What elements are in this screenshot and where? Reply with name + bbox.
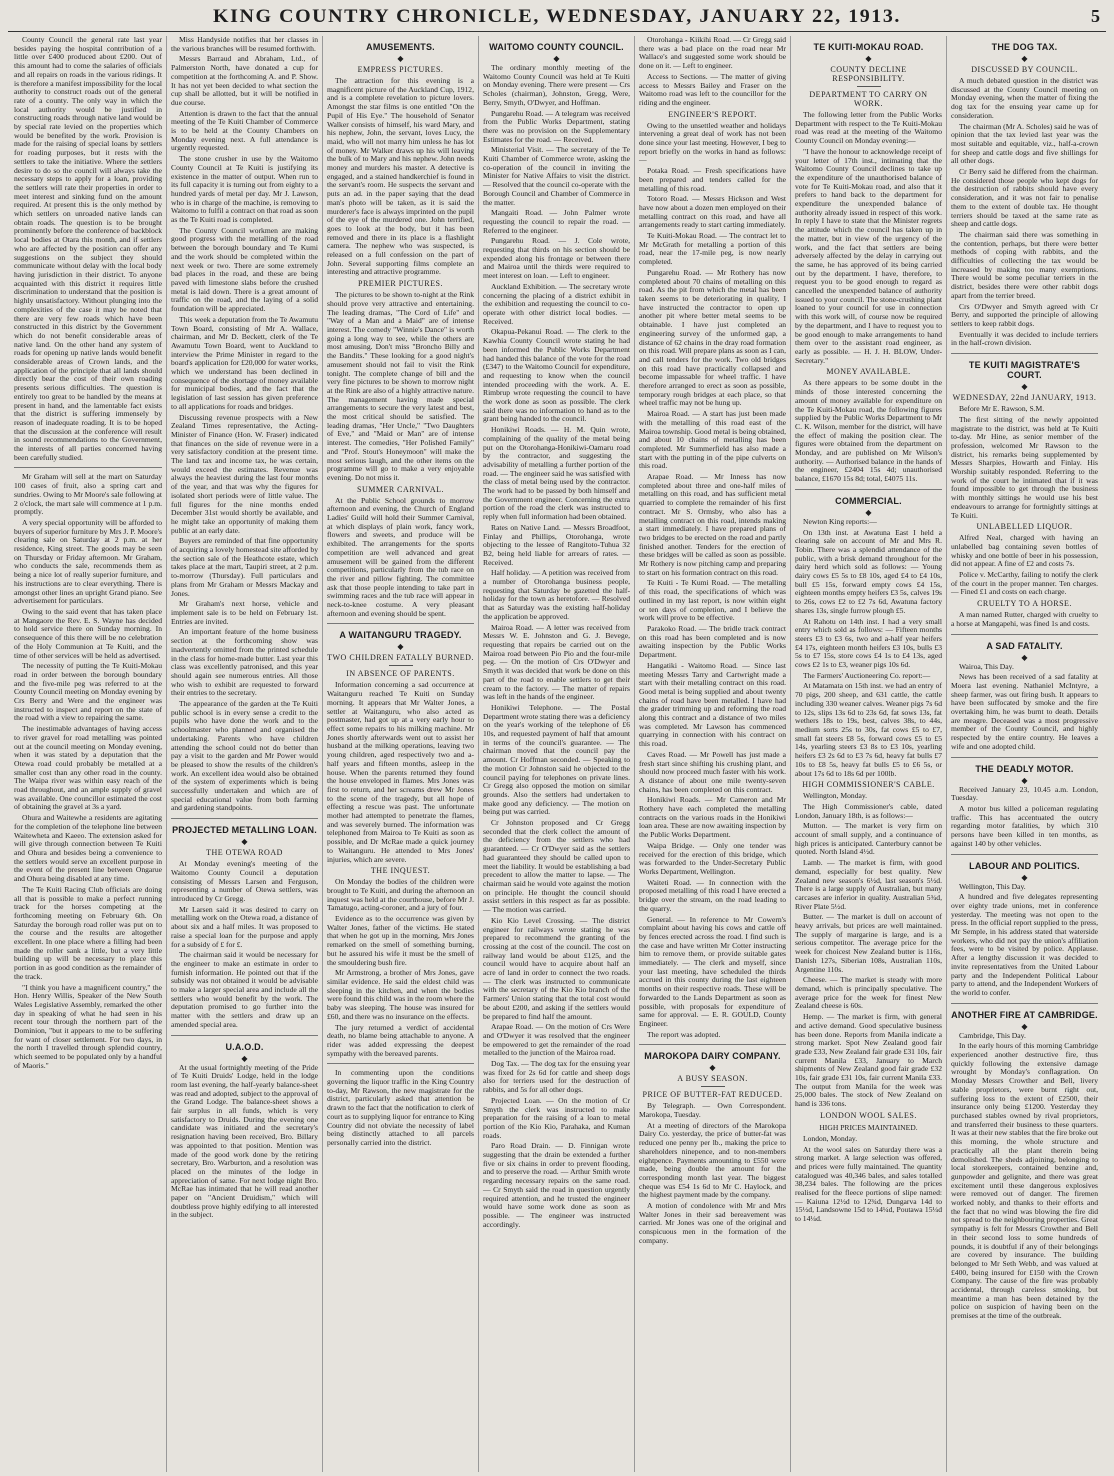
article-paragraph: Eventually it was decided to include terriers in the half-crown division. — [951, 329, 1098, 348]
dateline: Wellington, Monday. — [803, 791, 868, 801]
headline-uaod: U.A.O.D. — [225, 1041, 264, 1052]
article-paragraph: Dog Tax. — The dog tax for the ensuing year was fixed for 2s 6d for cattle and sheep dogs also for terriers used for the destruction of rabbits, and 5s for all other dogs. — [483, 1059, 630, 1095]
divider — [171, 818, 318, 819]
headline-magistrates-court: TE KUITI MAGISTRATE'S COURT. — [968, 360, 1081, 381]
article-paragraph: Hangatiki - Waitomo Road. — Since last meeting Messrs Tarry and Cartwright made a start with their metalling contract on this road. Good metal is being supplied and about twenty chains of road have been metalled. I have had the grader trimming up and reforming the road along this contract and a distance of two miles was completed. Mr Lawson has commenced quarrying in connection with his contract on this road. — [639, 660, 786, 749]
article-paragraph: A man named Rutter, charged with cruelty to a horse at Mangapehi, was fined 1s and costs. — [951, 610, 1098, 628]
headline-labour-politics: LABOUR AND POLITICS. — [969, 860, 1080, 871]
article-paragraph: As there appears to be some doubt in the minds of those interested concerning the amount of money available for expenditure on the Te Kuiti-Mokau road, the following figures supplied by the Public Works Department to Mr C. K. Wilson, member for the district, will have the effect of making the position clear. The figures were obtained from the department on Monday, and are published on Mr Wilson's authority. — Authorised balance in the hands of the engineer, £2404 15s 4d; unauthorised balance, £1670 15s 8d; total, £4075 11s. — [795, 378, 942, 484]
ornament: ◆ — [709, 1063, 716, 1073]
article-paragraph: Miss Handyside notifies that her classes in the various branches will be resumed forthwith. — [171, 36, 318, 53]
article-paragraph: Honikiwi Roads. — H. M. Quin wrote, complaining of the quality of the metal being put on the Otorohanga-Honikiwi-Oamaru road by the contractor, and suggesting the advisability of metalling a further portion of the road. — The engineer said he was satisfied with the class of metal being used by the contractor. The work had to be passed by both himself and the Government engineer. Concerning the extra portion of the road the clerk was instructed to reply when full information had been obtained. — [483, 425, 630, 522]
article-paragraph: Waipa Bridge. — Only one tender was received for the erection of this bridge, which was forwarded to the Under-Secretary Public Works Department, Wellington. — [639, 840, 786, 876]
subheading-court-date: WEDNESDAY, 22nd JANUARY, 1913. — [952, 393, 1097, 403]
divider — [14, 467, 162, 468]
subheading-prices: HIGH PRICES MAINTAINED. — [819, 1122, 918, 1132]
headline-commercial: COMMERCIAL. — [835, 495, 902, 506]
subheading-busy-season: A BUSY SEASON. — [677, 1074, 748, 1084]
article-paragraph: Parakoko Road. — The bridle track contract on this road has been completed and is now awaiting inspection by the Public Works Department. — [639, 624, 786, 660]
article-paragraph: Cr Berry said he differed from the chairman. He considered those people who kept dogs for the destruction of rabbits should have every consideration, and it was not fair to penalise them to the extent of double tax. He thought terriers should be taxed at the same rate as sheep and cattle dogs. — [951, 167, 1098, 229]
ornament: ◆ — [1021, 652, 1028, 662]
subheading-inquest: THE INQUEST. — [370, 866, 431, 876]
article-paragraph: The County Council workmen are making good progress with the metalling of the road between the borough boundary and Te Kumi and the work should be completed within the next week or two. There are some extremely bad places in the road, and these are being paved with limestone slabs before the crushed metal is laid down. There is a great amount of traffic on the road, and the laying of a solid foundation will be appreciated. — [171, 225, 318, 314]
subheading-county-decline: COUNTY DECLINE RESPONSIBILITY. — [830, 65, 907, 83]
article-paragraph: Mairoa Road. — A start has just been made with the metalling of this road east of the Mairoa township. Good metal is being obtained, and about 10 chains of metalling has been completed. Mr Summerfield has also made a start with the putting in of the pipe culverts on this road. — [639, 409, 786, 471]
article-paragraph: "I think you have a magnificent country," the Hon. Henry Willis, Speaker of the New South Wales Legislative Assembly, remarked the other day in speaking of what he had seen in his recent tour through the northern part of the Dominion, "but it appears to me to be suffering for want of closer settlement. For two days, in the north I travelled through splendid country, which seemed to be populated only by a handful of Maoris." — [14, 982, 162, 1070]
subheading-absence: IN ABSENCE OF PARENTS. — [346, 669, 455, 679]
article-paragraph: The appearance of the garden at the Te Kuiti public school is in every sense a credit to the pupils who have done the work and to the schoolmaster who planned and organised the undertaking. Parents who have children attending the school could not do better than pay a visit to the garden and Mr Power would be pleased to show the results of the children's work. An excellent idea would also be obtained of the system of experiments which is being successfully undertaken and which are of special educational value from both farming and gardening standpoints. — [171, 699, 318, 813]
article-paragraph: On 13th inst. at Awatuna East I held a clearing sale on account of Mr and Mrs R. Tobin. There was a splendid attendance of the public, with a brisk demand throughout for the dairy herd which sold as follows: — Young dairy cows £5 5s to £8 10s, aged £4 to £4 10s, bull £5 15s, forward empty cows £4 15s, eighteen months empty heifers £3 5s, calves 19s to 26s, cows £2 to £2 7s 6d, Awatuna factory shares 13s, single furrow plough £5. — [795, 527, 942, 615]
article-paragraph: By Telegraph. — Own Correspondent. Marokopa, Tuesday. — [639, 1101, 786, 1120]
headline-dog-tax: THE DOG TAX. — [991, 42, 1058, 52]
article-paragraph: At Matamata on 15th inst. we had an entry of 70 pigs, 200 sheep, and 631 cattle, the cattle including 330 weaner calves. Weaner pigs 7s 6d to 12s, slips 13s 6d to 23s 6d, fat sows 13s, fat wethers 18s to 19s, best, calves 38s, to 44s, medium sorts 25s to 30s, fat cows £5 to £7, small fat steers £8 5s, forward cows £5 to £5 14s, yearling steers £3 8s to £3 10s, yearling heifers £3 2s 6d to £3 7s 6d, heavy fat bulls £7 10s to £8 5s, heavy fat bulls £5 to £6 5s, or about 17s 6d to 18s 6d per 100lb. — [795, 681, 942, 778]
headline-amusements: AMUSEMENTS. — [366, 42, 435, 52]
subheading-otewa-road: THE OTEWA ROAD — [206, 848, 283, 858]
ornament: ◆ — [241, 1053, 248, 1063]
headline-metalling-loan: PROJECTED METALLING LOAN. — [172, 825, 317, 836]
article-paragraph: A very special opportunity will be afforded to buyers of superior furniture by Mrs J. P. Moore's clearing sale on Saturday at 2 p.m. at her residence, King street. The goods may be seen on Thursday or Friday afternoon. Mr Graham, who conducts the sale, recommends them as being a nice lot of really superior furniture, and his instructions are to clear everything. There is amongst other lines an upright Grand piano. See advertisement for particulars. — [14, 517, 162, 606]
masthead — [0, 6, 1114, 30]
ornament: ◆ — [397, 54, 404, 63]
article-paragraph: The chairman (Mr A. Scholes) said he was of opinion that the tax levied last year was the most suitable and equitable, viz., half-a-crown for sheep and cattle dogs and five shillings for all other dogs. — [951, 121, 1098, 166]
ornament: ◆ — [865, 54, 872, 63]
subheading-discussed: DISCUSSED BY COUNCIL. — [971, 65, 1078, 74]
masthead-rule — [8, 31, 1106, 32]
ornament: ◆ — [1021, 872, 1028, 882]
divider — [171, 1035, 318, 1036]
divider — [951, 353, 1098, 354]
article-paragraph: Honikiwi Telephone. — The Postal Department wrote stating there was a deficiency on the year's working of the telephone of £6 10s, and requested payment of half that amount in terms of the council's guarantee. — The chairman moved that the council pay the amount. Cr Hoffman seconded. — Speaking to the motion Cr Johnston said he objected to the council paying for telephones on private lines. Cr Gregg also opposed the motion on similar grounds. Also the settlers had undertaken to make good any deficiency. — The motion on being put was carried. — [483, 702, 630, 817]
article-paragraph: Mr Armstrong, a brother of Mrs Jones, gave similar evidence. He said the eldest child was sleeping in the kitchen, and when the bodies were found this child was in the room where the baby was sleeping. The house was insured for £60, and there was no insurance on the effects. — [327, 968, 474, 1021]
article-paragraph: A motion of condolence with Mr and Mrs Walter Jones in their sad bereavement was carried. Mr Jones was one of the original and conspicuous men in the formation of the company. — [639, 1201, 786, 1245]
article-paragraph: Projected Loan. — On the motion of Cr Smyth the clerk was instructed to make preparation for the raising of a loan to metal portion of the Kio Kio, Parahaka, and Kuman roads. — [483, 1095, 630, 1140]
headline-deadly-motor: THE DEADLY MOTOR. — [975, 763, 1074, 774]
article-paragraph: In commenting upon the conditions governing the liquor traffic in the King Country to-day, Mr Rawson, the new magistrate for the district, particularly asked that attention be drawn to the fact that the notification to clerk of court as to supplying liquor for entrance to King Country did not obviate the necessity of label being distinctly attached to all parcels personally carried into the district. — [327, 1068, 474, 1147]
headline-marokopa-dairy: MAROKOPA DAIRY COMPANY. — [644, 1051, 781, 1062]
article-paragraph: In the early hours of this morning Cambridge experienced another destructive fire, thus quickly following the extensive damage wrought by Monday's conflagration. On Monday Messrs Crowther and Bell, livery stable proprietors, were burnt right out, suffering loss to the extent of £2500, their insurance only being £1200. Yesterday they purchased stables owned by rival proprietors, and transferred their business to these quarters. It was at their new stables that the fire broke out this morning, the whole structure and practically all the plant therein being demolished. The sheds adjoining, belonging to local storekeepers, contained benzine and, gunpowder and gelignite, and there was great excitement until these dangerous explosives were removed out of danger. The firemen worked nobly, and thanks to their efforts and the fact that no wind was blowing the fire did not spread to the neighbouring properties. Great sympathy is felt for Messrs Crowther and Bell in their second loss to some hundreds of pounds, it is doubtful if any of their belongings are covered by insurance. The building belonged to Mr Seth Webb, and was valued at £400, being insured for £150 with the Crown Company. The cause of the fire was probably accidental, through careless smoking, but meantime a man has been detained by the police on suspicion of having been on the premises at the time of the outbreak. — [951, 1041, 1098, 1321]
article-paragraph: Discussing revenue prospects with a New Zealand Times representative, the Acting-Minister of Finance (Hon. W. Fraser) indicated that finances on the side of revenue were in a very satisfactory condition at the present time. The land tax and income tax, he was certain, would exceed the estimates. Revenue was always the heaviest during the last four months of the year, and that was why the figures for isolated short periods were of little value. The full figures for the nine months ended December 31st would shortly be available, and he might take an opportunity of making them public at an early date. — [171, 412, 318, 535]
article-paragraph: Auckland Exhibition. — The secretary wrote concerning the placing of a district exhibit in the exhibition and requesting the council to co-operate with other district local bodies. — Received. — [483, 281, 630, 326]
column-1 — [10, 36, 166, 1472]
article-paragraph: News has been received of a sad fatality at Moera last evening. Nathaniel McIntyre, a sheep farmer, was out firing bush. It appears to have been suffocated by smoke and the fire overtaking him, he was burnt to death. Details are meagre. Deceased was a most progressive member of the County Council, and highly respected by the entire country. He leaves a wife and one adopted child. — [951, 672, 1098, 751]
column-4 — [478, 36, 634, 1472]
article-paragraph: Crs O'Dwyer and Smyth agreed with Cr Berry, and supported the principle of allowing settlers to keep rabbit dogs. — [951, 301, 1098, 328]
dateline: Received January 23, 10.45 a.m. London, Tuesday. — [951, 784, 1098, 803]
article-paragraph: Cr Johnston proposed and Cr Gregg seconded that the clerk collect the amount of the deficiency from the settlers who had guaranteed. — Cr O'Dwyer said as the settlers had guaranteed they should be called upon to meet the liability. It would be establishing a bad precedent to allow the matter to lapse. — The chairman said he would vote against the motion on principle. He thought the council should assist settlers in this respect as far as possible. — The motion was carried. — [483, 818, 630, 915]
article-paragraph: A much debated question in the district was discussed at the County Council meeting on Monday evening, when the matter of fixing the dog tax for the ensuing year came up for consideration. — [951, 76, 1098, 120]
article-paragraph: The first sitting of the newly appointed magistrate to the district, was held at Te Kuiti to-day. Mr Hine, as senior member of the profession, welcomed Mr Rawson to the district, his remarks being supplemented by Messrs Sharpies, Howarth and Finlay. His Worship suitably responded. Referring to the work of the court he intimated that if it was found impossible to get through the business with monthly sittings he would use his best endeavours to arrange for fortnightly sittings at Te Kuiti. — [951, 414, 1098, 520]
article-paragraph: The chairman said there was something in the contention, perhaps, but there were better methods of coping with rabbits, and the difficulties of collecting the tax would be increased by making too many exemptions. There would be some peculiar terriers in the district, besides there were other rabbit dogs apart from the terrier breed. — [951, 229, 1098, 300]
subheading-cruelty: CRUELTY TO A HORSE. — [977, 599, 1072, 609]
article-paragraph: Mr Graham's next horse, vehicle and implement sale is to be held on February 1st. Entries are invited. — [171, 599, 318, 626]
headline-sad-fatality: A SAD FATALITY. — [986, 640, 1063, 651]
divider — [795, 489, 942, 490]
article-paragraph: At Rahotu on 14th inst. I had a very small entry which sold as follows: — Fifteen months steers £3 to £3 6s, two and a-half year heifers £4 17s, eighteen month heifers £3 10s, bulls £3 5s to £7 15s, store cows £4 1s to £4 13s, aged cows £2 1s to £3, weaner pigs 10s 6d. — [795, 616, 942, 670]
article-paragraph: The ordinary monthly meeting of the Waitomo County Council was held at Te Kuiti on Monday evening. There were present — Crs Scholes (chairman), Johnston, Gregg, Were, Berry, Smyth, O'Dwyer, and Hoffman. — [483, 63, 630, 107]
article-paragraph: Potaka Road. — Fresh specifications have been prepared and tenders called for the metalling of this road. — [639, 166, 786, 193]
article-paragraph: Half holiday. — A petition was received from a number of Otorohanga business people, requesting that Saturday be gazetted the half-holiday for the town as heretofore. — Resolved that as Saturday was the existing half-holiday the application be approved. — [483, 568, 630, 621]
headline-tragedy: A WAITANGURU TRAGEDY. — [339, 630, 462, 641]
article-paragraph: Police v. McCarthy, failing to notify the clerk of the court in the proper manner. Ten charges. — Fined £1 and costs on each charge. — [951, 570, 1098, 597]
article-paragraph: The pictures to be shown to-night at the Rink should prove very attractive and entertaining. The leading dramas, "The Cord of Life" and "Way of a Man and a Maid" are of intense interest. The comedy "Winnie's Dance" is worth going a long way to see, while the others are most amusing. Don't miss "Broncho Billy and the Bandits." These looking for a good night's amusement should not fail to visit the Rink tonight. The complete change of bill and the very fine pictures to be shown to morrow night at the Rink are also of a highly attractive nature. The management having made special arrangements to secure the very latest and best, the most critical should be satisfied. The leading dramas, "Her Uncle," "Two Daughters of Eve," and "Maid or Man" are of intense interest. The comedies, "Her Polished Family" and "Prof. Stout's Honeymoon" will make the most serious laugh, and the other items on the programme will go to make a very enjoyable evening. Do not miss it. — [327, 290, 474, 482]
subheading-carnival: SUMMER CARNIVAL. — [357, 484, 444, 494]
article-paragraph: Okapua-Pekanui Road. — The clerk to the Kawhia County Council wrote stating he had been informed the Public Works Department had handed this balance of the vote for the road (£347) to the Waitomo Council for expenditure, and requesting to know when the council intended proceeding with the work. A. E. Rimbrup wrote requesting the council to have the work done as soon as possible. The clerk said there was no information to hand as to the grant being handed to the council. — [483, 327, 630, 424]
ornament: ◆ — [241, 837, 248, 847]
article-paragraph: Attention is drawn to the fact that the annual meeting of the Te Kuiti Chamber of Commerce is to be held at the County Chambers on Monday evening next. A full attendance is urgently requested. — [171, 108, 318, 153]
divider — [951, 1003, 1098, 1004]
ornament: ◆ — [1021, 54, 1028, 63]
article-paragraph: At Monday evening's meeting of the Waitomo County Council a deputation consisting of Messrs Larsen and Ferguson, representing a number of Otewa settlers, was introduced by Cr Gregg. — [171, 859, 318, 903]
masthead-title: KING COUNTRY CHRONICLE, WEDNESDAY, JANUARY 22, 1913. — [213, 6, 901, 27]
article-paragraph: Kio Kio Level Crossing. — The district engineer for railways wrote stating he was prepared to recommend the granting of the crossing at the cost of the council. The cost on railway land would be about £125, and the council would have to acquire about half an acre of land in order to connect the two roads. — The clerk was instructed to communicate with the secretary of the Kio Kio branch of the Farmers' Union stating that the total cost would be about £200, and asking if the settlers would be prepared to find half the amount. — [483, 915, 630, 1021]
article-paragraph: The following letter from the Public Works Department with respect to the Te Kuiti-Mokau road was read at the meeting of the Waitomo County Council on Monday evening:— — [795, 110, 942, 146]
headline-cambridge-fire: ANOTHER FIRE AT CAMBRIDGE. — [951, 1009, 1098, 1020]
ornament: ◆ — [1021, 382, 1028, 392]
column-6 — [790, 36, 946, 1472]
subheading-empress: EMPRESS PICTURES. — [357, 65, 444, 74]
article-paragraph: A motor bus killed a policeman regulating traffic. This has accentuated the outcry regarding motor fatalities, by which 310 persons have been killed in ten months, as against 140 by other vehicles. — [951, 804, 1098, 848]
article-paragraph: Ohura and Waitewhe a residents are agitating for the completion of the telephone line between Waitewheta and Kaeeo. The extension asked for will give through connection between Te Kuiti and Ohura and besides being a convenience to the settlers would serve an excellent purpose in the event of the present line between Ongarue and Ohura being disabled at any time. — [14, 813, 162, 884]
article-paragraph: County Council the general rate last year besides paying the hospital contribution of a little over £400 produced about £200. Out of this amount had to come the salaries of officials and all repairs on roads in the various ridings. It is therefore a manifest impossibility for the local authority to construct roads out of the general rate of a county. The only way in which the local authority would be justified in constructing roads through native land would be by special rate levied on the properties which would be benefited by the work. Provision is made for the raising of special loans by settlers for roading purposes, but it rests with the settlers to take the initiative. Where the settlers desire to do so the council will always take the necessary steps to apply for a loan, providing the settlers will rate their properties in order to meet interest and sinking fund on the amount required. At present this is the only method by which settlers on unroaded native lands can obtain roads. The question is to be brought prominently before the conference of backblock local bodies at Otara this month, and if settlers who are affected by the position can offer any suggestions on the subject they should communicate without delay with the local body having jurisdiction in their district. To anyone acquainted with this district it requires little discrimination to understand that the position is highly unsatisfactory. Without plunging into the complexities of the case it may be noted that there are very few roads which have been constructed in this district by the Government which do not benefit considerable areas of native land. On the other hand any system of roads for opening up native lands would benefit considerable areas of Crown lands, and the application of the principle that all lands should directly bear the cost of their own roading presents serious difficulties. The question is entirely too great to be handled by the means at present in hand, and the lamentable fact exists that the district is suffering immensely by reason of inadequate roading. It is to be hoped that the discussion at the conference will result in sound recommendations to the Government, the interests of all parties concerned having been carefully studied. — [14, 36, 162, 462]
article-paragraph: Hemp. — The market is firm, with general and active demand. Good speculative business has been done. Reports from Manila indicate a strong market. Spot New Zealand good fair grade £33, New Zealand fair grade £31 10s, fair current Manila £33, January to March shipments of New Zealand good fair grade £32 10s, fair grade £31 10s, fair current Manila £33. The output from Manila for the week was 25,000 bales. The stock of New Zealand on hand is 336 tons. — [795, 1012, 942, 1109]
headline-mokau-road: TE KUITI-MOKAU ROAD. — [813, 42, 924, 52]
column-5 — [634, 36, 790, 1472]
column-2 — [166, 36, 322, 1472]
headline-waitomo-council: WAITOMO COUNTY COUNCIL. — [489, 42, 624, 52]
subheading-money: MONEY AVAILABLE. — [826, 367, 911, 377]
article-paragraph: Messrs Barraud and Abraham, Ltd., of Palmerston North, have donated a cup for competition at the forthcoming A. and P. Show. It has not yet been decided to what section the cup shall be allotted, but it will be notified in due course. — [171, 54, 318, 107]
article-paragraph: General. — In reference to Mr Cowern's complaint about having his cows and cattle off by fences erected across the road. I find such is the case and have written Mr Cotter instructing him to remove them, or provide suitable gates immediately. — The clerk and myself, since your last meeting, have scheduled the thirds accrued in this county during the last eighteen months on their respective roads. These will be forwarded to the Lands Department as soon as possible, with proposals for expenditure of same for approval. — E. R. GOULD, County Engineer. — [639, 914, 786, 1028]
article-paragraph: Access to Sections. — The matter of giving access to Messrs Bailey and Fraser on the Waitomo road was left to the councillor for the riding and the engineer. — [639, 71, 786, 107]
divider — [857, 86, 881, 87]
article-paragraph: Honikiwi Roads. — Mr Cameron and Mr Rothery have each completed the metalling contracts on the various roads in the Honikiwi loan area. These are now awaiting inspection by the Public Works Department. — [639, 795, 786, 840]
subheading-children: TWO CHILDREN FATALLY BURNED. — [327, 653, 474, 663]
article-paragraph: On Monday the bodies of the children were brought to Te Kuiti, and during the afternoon an inquest was held at the courthouse, before Mr J. Tamatugo, acting-coroner, and a jury of four. — [327, 877, 474, 913]
article-paragraph: Information concerning a sad occurrence at Waitanguru reached Te Kuiti on Sunday morning. It appears that Mr Walter Jones, a settler at Waitanguru, who also acted as postmaster, had got up at a very early hour to effect some repairs to his milking machine. Mr Jones shortly afterwards went out to assist her husband at the milking operations, leaving two young children, aged respectively two and a-half years and fifteen months, asleep in the house. When the parents returned they found the house enveloped in flames. Mrs Jones was first to return, and her screams drew Mr Jones to the scene of the tragedy, but all hope of effecting a rescue was past. The unfortunate mother had attempted to penetrate the flames, and was severely burned. The information was telephoned from Mairoa to Te Kuiti as soon as possible, and Dr McRae made a quick journey to Waitanguru. He attended to Mrs Jones' injuries, which are severe. — [327, 680, 474, 864]
ornament: ◆ — [553, 54, 560, 63]
subheading-engineers-report: ENGINEER'S REPORT. — [668, 109, 757, 119]
article-paragraph: Arapae Road. — On the motion of Crs Were and O'Dwyer it was resolved that the engineer be empowered to get the remainder of the road metalled to the junction of the Mairoa road. — [483, 1022, 630, 1058]
article-paragraph: Alfred Neal, charged with having an unlabelled bag containing seven bottles of whisky and one bottle of beer in his possession, did not appear. A fine of £2 and costs 7s. — [951, 533, 1098, 569]
page-number: 5 — [1091, 6, 1100, 26]
article-paragraph: Te Kuiti - Te Kumi Road. — The metalling of this road, the specifications of which was outlined in my last report, is now within eight or ten days of completion, and I believe the work will prove to be effective. — [639, 578, 786, 623]
article-paragraph: Mangaiti Road. — John Palmer wrote requesting the council to repair the road. — Referred to the engineer. — [483, 208, 630, 235]
article-paragraph: Pungarehu Road. — A telegram was received from the Public Works Department, stating there was no provision on the Supplementary Estimates for the road. — Received. — [483, 108, 630, 144]
subheading-liquor: UNLABELLED LIQUOR. — [976, 522, 1073, 532]
article-paragraph: The Te Kuiti Racing Club officials are doing all that is possible to make a perfect running track for the horses competing at the forthcoming meeting on February 6th. On Saturday the borough road roller was put on to the course and the results are altogether excellent. In one place where a filling had been made the roller sank a little, but a very little building up will be necessary to place this portion in as good condition as the remainder of the track. — [14, 884, 162, 981]
ornament: ◆ — [397, 642, 404, 652]
article-paragraph: Before Mr E. Rawson, S.M. — [959, 404, 1045, 414]
ornament: ◆ — [1021, 1021, 1028, 1031]
article-paragraph: Rates on Native Land. — Messrs Broadfoot, Finlay and Phillips, Otorohanga, wrote objecting to the lessee of Rangitoto-Tuhua 32 B2, being held liable for arrears of rates. — Received. — [483, 522, 630, 567]
article-paragraph: Mutton. — The market is very firm on account of small supply, and a continuance of high prices is anticipated. Canterbury cannot be quoted. North Island 4½d. — [795, 821, 942, 857]
column-7 — [946, 36, 1102, 1472]
article-paragraph: Butter. — The market is dull on account of heavy arrivals, but prices are well maintained. The supply of margarine is large, and is a serious competitor. The average price for the week for choicest New Zealand butter is 116s, Danish 127s, Siberian 108s, Australian 110s, Argentine 110s. — [795, 912, 942, 974]
ornament: ◆ — [1021, 775, 1028, 785]
article-paragraph: An important feature of the home business section at the forthcoming show was inadvertently omitted from the printed schedule in the class for home-made butter. Last year this class was excellently patronised, and this year should again see numerous entries. All those who wish to exhibit are requested to forward their entries to the secretary. — [171, 627, 318, 698]
dateline: Cambridge, This Day. — [959, 1030, 1026, 1040]
article-paragraph: The report was adopted. — [647, 1029, 721, 1039]
divider — [701, 1086, 725, 1087]
article-paragraph: Ministerial Visit. — The secretary of the Te Kuiti Chamber of Commerce wrote, asking the co-operation of the council in inviting the Minister for Native Affairs to visit the district. — Resolved that the council co-operate with the Borough Council and Chamber of Commerce in the matter. — [483, 145, 630, 207]
article-paragraph: Otorohanga - Kiikihi Road. — Cr Gregg said there was a bad place on the road near Mr Wallace's and suggested some work should be done on it. — Left to engineer. — [639, 36, 786, 71]
dateline: Wellington, This Day. — [959, 881, 1026, 891]
article-paragraph: This week a deputation from the Te Awamutu Town Board, consisting of Mr A. Wallace, chairman, and Mr D. Beckett, clerk of the Te Awamutu Town Board, went to Auckland to interview the Prime Minister in regard to the board's application for £20,000 for water works, which we understand has been declined in consequence of the shortage of money available for municipal bodies, and the fact that the legislation of last session has given preference to all applications for roads and bridges. — [171, 314, 318, 411]
article-paragraph: At the wool sales on Saturday there was a strong market. A large selection was offered, and prices were fully maintained. The quantity catalogued was 40,346 bales, and sales totalled 38,234 bales. The following are the prices realised for the fleece portions of slipe named: — Kaiuna 12½d to 12¾d, Dungarva 14d to 15½d, Landsowne 15d to 14¼d, Poutawa 15¼d to 14¼d. — [795, 1144, 942, 1224]
subheading-cable: HIGH COMMISSIONER'S CABLE. — [802, 780, 935, 790]
article-paragraph: Caves Road. — Mr Powell has just made a fresh start since shifting his crushing plant, and should now proceed much faster with his work. A distance of about one mile twenty-seven chains, has been completed on this contract. — [639, 749, 786, 794]
article-paragraph: Evidence as to the occurrence was given by Walter Jones, father of the victims. He stated that when he got up in the morning, Mrs Jones remarked on the smell of something burning, but he assured his wife it must be the smell of the smouldering bush fire. — [327, 914, 474, 967]
article-paragraph: At a meeting of directors of the Marokopa Dairy Co. yesterday, the price of butter-fat was reduced one penny per lb., making the price to shareholders ninepence, and to non-members eightpence. Payments amounting to £550 were made, being double the amount for the corresponding month last year. The biggest cheque was £54 1s 6d to Mr C. Haylock, and the highest payment made by the company. — [639, 1120, 786, 1200]
article-paragraph: A hundred and five delegates representing over eighty trade unions, met in conference yesterday. The meeting was not open to the press. In the official report supplied to the press, Mr Semple, in his address stated that waterside workers, who did not pay the union's affiliation fees, were to be visited by police. Applause. After a lengthy discussion it was decided to invite representatives from the United Labour party and the Independent Political Labour party to attend, and the Independent Workers of the world to confer. — [951, 892, 1098, 997]
article-paragraph: At the usual fortnightly meeting of the Pride of Te Kuiti Druids' Lodge, held in the lodge room last evening, the half-yearly balance-sheet was read and adopted, subject to the approval of the Grand Lodge. The balance-sheet shows a fair surplus in all funds, which is very satisfactory to Druids. During the evening one candidate was initiated and the secretary's resignation having been received, Bro. Billary was appointed to that position. Mention was made of the good work done by the retiring secretary, Bro. Warburton, and a resolution was placed on the minutes of the lodge in appreciation of same. For next lodge night Bro. McRae has intimated that he will read another paper on "Ancient Druidism," which will doubtless prove highly edifying to all interested in the subject. — [171, 1062, 318, 1220]
article-paragraph: Paro Road Drain. — D. Finnigan wrote suggesting that the drain be extended a further five or six chains in order to prevent flooding, and to preserve the road. — Arthur Smith wrote regarding necessary repairs on the same road. — Cr Smyth said the road in question urgently required attention, and he trusted the engineer would have some work done as soon as possible. — The engineer was instructed accordingly. — [483, 1141, 630, 1229]
article-paragraph: Mr Larsen said it was desired to carry on metalling work on the Otewa road, a distance of about six and a half miles. It was proposed to raise a special loan for the purpose and apply for a subsidy of £ for £. — [171, 904, 318, 949]
divider — [951, 854, 1098, 855]
article-paragraph: Te Kuiti-Mokau Road. — The contract let to Mr McGrath for metalling a portion of this road, near the 17-mile peg, is now nearly completed. — [639, 231, 786, 267]
ornament: ◆ — [865, 507, 872, 517]
dateline: Wairoa, This Day. — [959, 661, 1014, 671]
article-paragraph: The stone crusher in use by the Waitomo County Council at Te Kuiti is justifying its existence in the matter of output. When run to its full capacity it is turning out from eighty to a hundred yards of metal per day. Mr J. Lawson, who is in charge of the machine, is removing to Waitomo to fulfil a contract on that road as soon as the Te Kuiti road is completed. — [171, 154, 318, 225]
divider — [951, 757, 1098, 758]
divider — [327, 623, 474, 624]
article-paragraph: The inestimable advantages of having access to river gravel for road metalling was pointed out at the council meeting on Monday evening, when it was stated by a deputation that the Otewa road could probably be metalled at a smaller cost than any other road in the county. The Waipa river was within easy reach of the road throughout, and an ample supply of gravel was available. One councillor estimated the cost of obtaining the gravel at 3s a yard. — [14, 724, 162, 812]
article-paragraph: Mairoa Road. — A letter was received from Messrs W. E. Johnston and G. J. Bevege, requesting that repairs be carried out on the Mairoa road between Pio Pio and the four-mile peg. — On the motion of Crs O'Dwyer and Smyth it was decided that work be done on this part of the road to enable settlers to get their cream to the factory. — The matter of repairs was left in the hands of the engineer. — [483, 622, 630, 702]
article-paragraph: The Farmers' Auctioneering Co. report:— — [803, 670, 931, 680]
columns — [10, 36, 1104, 1472]
divider — [389, 665, 413, 666]
article-paragraph: Pungarehu Road. — J. Cole wrote, requesting that thirds on his section should be expended along his frontage or between there and Mairoa until the thirds were required to meet interest on loan. — Left to engineer. — [483, 236, 630, 281]
divider — [639, 1044, 786, 1045]
divider — [327, 1063, 474, 1064]
article-paragraph: The necessity of putting the Te Kuiti-Mokau road in order between the borough boundary and the five-mile peg was referred to at the County Council meeting on Monday evening by Crs Berry and Were and the engineer was instructed to inspect and report on the state of the road with a view to repairing the same. — [14, 661, 162, 723]
article-paragraph: Cheese. — The market is steady with more demand, which is principally speculative. The average price for the week for finest New Zealand cheese is 60s. — [795, 975, 942, 1011]
subheading-premier: PREMIER PICTURES. — [358, 279, 443, 289]
article-paragraph: The chairman said it would be necessary for the engineer to make an estimate in order to furnish information. He pointed out that if the subsidy was not obtained it would be advisable to make a larger special area and include all the settlers who would benefit by the work. The deputation promised to go further into the matter with the settlers and draw up an amended special area. — [171, 950, 318, 1029]
article-paragraph: Buyers are reminded of that fine opportunity of acquiring a lovely homestead site afforded by the section sale of the Heathcote estate, which takes place at the mart, Taupiri street, at 2 p.m. to-morrow (Thursday). Full particulars and plans from Mr Graham or Messrs Mackay and Jones. — [171, 536, 318, 598]
article-paragraph: At the Public School grounds to morrow afternoon and evening, the Church of England Ladies' Guild will hold their Summer Carnival, at which displays of plain work, fancy work, flowers and sweets, and produce will be exhibited. The arrangements for the sports competition are well advanced and great amusement will be gained from the different competitions, particularly from the tub race on the river and pillow fighting. The committee ask that those people intending to take part in swimming races and the tub race will appear in neck-to-knee costume. A very pleasant afternoon and evening should be spent. — [327, 495, 474, 618]
article-paragraph: Newton King reports:— — [803, 516, 877, 526]
article-paragraph: The High Commissioner's cable, dated London, January 18th, is as follows:— — [795, 801, 942, 820]
article-paragraph: Pungarehu Road. — Mr Rothery has now completed about 70 chains of metalling on this road. As the pit from which the metal has been taken seems to be deteriorating in quality, I have instructed the contractor to open up another pit where better metal seems to be obtainable. I have just completed an engineering survey of the unformed gap, a distance of 62 chains in the dray road formation on this road. Will prepare plans as soon as I can, and call tenders for the work. Two old bridges on this road have practically collapsed and become impassable for wheel traffic. I have therefore arranged to erect as soon as possible, temporary rough bridges at each place, so that wheel traffic may not be hung up. — [639, 267, 786, 408]
article-paragraph: Lamb. — The market is firm, with good demand, especially for best quality. New Zealand new season's 6½d, last season's 5½d. There is a large supply of Australian, but many carcases are inferior in quality. Australian 5¾d, River Plate 5½d. — [795, 858, 942, 911]
article-paragraph: The jury returned a verdict of accidental death, no blame being attachable to anyone. A rider was added expressing the deepest sympathy with the bereaved parents. — [327, 1022, 474, 1058]
subheading-wool: LONDON WOOL SALES. — [820, 1110, 917, 1120]
subheading-department: DEPARTMENT TO CARRY ON WORK. — [809, 90, 928, 108]
subheading-butterfat: PRICE OF BUTTER-FAT REDUCED. — [642, 1090, 783, 1100]
column-3 — [322, 36, 478, 1472]
article-paragraph: "I have the honour to acknowledge receipt of your letter of 17th inst., intimating that the Waitomo County Council declines to take up the expenditure of the unauthorised balance of vote for Te Kuiti-Mokau road, and also that it prefers to hand back to the department for expenditure the unexpended balance of authority already issued in respect of this work. In reply I have to state that the Minister regrets the attitude which the council has taken up in the matter, but in view of the urgency of the work, and the fact that settlers are being adversely affected by the delay in carrying out the same, he has approved of its being carried out by the department. I have, therefore, to request you to be good enough to regard as cancelled the unexpended balance of authority issued to your council. The stone-crushing plant loaned to your council for use in connection with this work will, of course now be required by the department, and I have to request you to be good enough to make arrangements to hand them over to the assistant road engineer, as early as possible. — H. J. H. BLOW, Under-Secretary." — [795, 146, 942, 365]
article-paragraph: Mr Graham will sell at the mart on Saturday 100 cases of fruit, also a spring cart and sundries. Owing to Mr Moore's sale following at 2 o'clock, the mart sale will commence at 1 p.m. promptly. — [14, 472, 162, 517]
article-paragraph: Owing to the unsettled weather and holidays intervening a great deal of work has not been done since your last meeting. However, I beg to report briefly on the works in hand as follows:— — [639, 120, 786, 165]
divider — [951, 634, 1098, 635]
article-paragraph: Totoro Road. — Messrs Hickson and West have now about a dozen men employed on their metalling contract on this road, and have all arrangements ready to start carting immediately. — [639, 194, 786, 230]
article-paragraph: The attraction for this evening is a magnificent picture of the Auckland Cup, 1912, and is a complete revelation to picture lovers. Amongst the star films is one entitled "On the Pupil of His Eye." The household of Senator Walker consists of himself, his ward Mary, and his nephew, John, the servant, loves Lucy, the maid, who will not marry him unless he has lot of money. Mr Walker draws up his will leaving the bulk of to Mary and his nephew. John needs money and murders his master. A detective is engaged, and a stained handkerchief is found in the servant's room. He suspects the servant and puts an ad. in the paper saying that the dead man's photo will be taken, as it is said the murderer's face is always imprinted on the pupil of the eye of the murdered one. John terrified, goes to look at the body, but it has been removed and there in its place is a flashlight camera. The nephew who was suspected, is released on a full confession on the part of John. Several supporting films complete an interesting and attractive programme. — [327, 76, 474, 277]
article-paragraph: Arapae Road. — Mr Inness has now completed about three and one-half miles of metalling on this road, and has sufficient metal quarried to complete the remainder of his first contract. Mr S. Ormsby, who also has a metalling contract on this road, intends making a start immediately. I have prepared plans of two bridges to be erected on the road and partly finished another. Tenders for the erection of these bridges will be called as soon as possible. Mr Rothery is now pitching camp and preparing to start on his formation contract on this road. — [639, 472, 786, 577]
article-paragraph: Waiteti Road. — In connection with the proposed metalling of this road I have erected a bridge over the stream, on the road leading to the quarry. — [639, 877, 786, 913]
dateline: London, Monday. — [803, 1133, 858, 1143]
article-paragraph: Owing to the said event that has taken place at Mangaore the Rev. E. S. Wayne has decided to hold service there on Sunday morning. In consequence of this there will be no celebration of the Holy Communion at Te Kuiti, and the time of other services will be held as advertised. — [14, 607, 162, 660]
